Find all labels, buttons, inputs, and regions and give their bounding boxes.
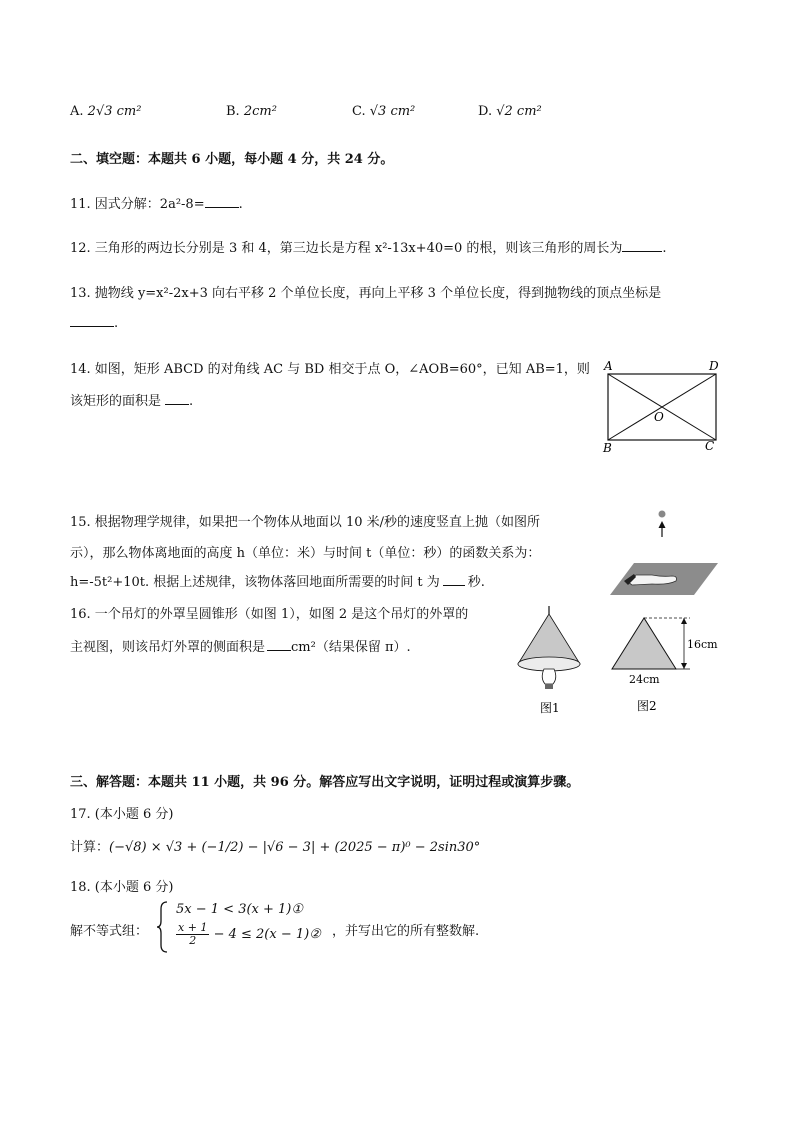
label-a: A (604, 359, 613, 373)
q18-prefix: 解不等式组： (70, 924, 149, 939)
q11-text: 11. 因式分解：2a²-8= (70, 197, 205, 212)
q15-line2: 示），那么物体离地面的高度 h（单位：米）与时间 t（单位：秒）的函数关系为： (70, 546, 541, 561)
q15-line3 (70, 571, 485, 590)
fraction-numerator: x + 1 (178, 921, 208, 934)
base-label: 24cm (629, 673, 660, 686)
option-letter: C. (352, 104, 366, 119)
label-b: B (603, 441, 612, 455)
q16-line2-text: 主视图，则该吊灯外罩的侧面积是 (70, 640, 266, 655)
q14-end: . (189, 394, 194, 409)
q13-end: . (114, 316, 119, 331)
q18-ineq1: 5x − 1 < 3(x + 1)① (176, 902, 304, 917)
q14-line2-text: 该矩形的面积是 (70, 394, 162, 409)
option-text: 2√3 cm² (87, 104, 142, 119)
fig2-label: 图2 (637, 699, 657, 713)
q16-line2 (70, 636, 411, 655)
lamp-figure-1 (510, 604, 594, 719)
q11 (70, 193, 243, 212)
answer-blank[interactable] (622, 239, 662, 252)
q10-option-a (70, 104, 141, 119)
arrow-head (659, 521, 666, 528)
ball-icon (659, 511, 666, 518)
answer-blank[interactable] (70, 314, 114, 327)
option-letter: D. (478, 104, 493, 119)
section2-heading: 二、填空题：本题共 6 小题，每小题 4 分，共 24 分。 (70, 152, 394, 167)
answer-blank[interactable] (165, 392, 189, 405)
lamp-shade (518, 614, 580, 664)
option-text: 2cm² (243, 104, 277, 119)
q18-fraction (176, 922, 209, 947)
q11-end: . (238, 197, 243, 212)
fraction-denominator: 2 (189, 934, 197, 947)
q10-option-d (478, 104, 542, 119)
section3-heading: 三、解答题：本题共 11 小题，共 96 分。解答应写出文字说明，证明过程或演算步骤。 (70, 775, 580, 790)
q18-suffix: ，并写出它的所有整数解. (332, 924, 480, 939)
label-o: O (654, 410, 664, 424)
bulb-base (545, 684, 553, 689)
q15-end: 秒. (467, 575, 485, 590)
option-text: √3 cm² (369, 104, 416, 119)
q12-text: 12. 三角形的两边长分别是 3 和 4，第三边长是方程 x²-13x+40=0 的根，则该三角形的周长为 (70, 241, 623, 256)
q18-ineq2-rest: − 4 ≤ 2(x − 1)② (213, 927, 321, 942)
answer-blank[interactable] (267, 638, 291, 651)
q14-line1: 14. 如图，矩形 ABCD 的对角线 AC 与 BD 相交于点 O，∠AOB=60°，已知 AB=1，则 (70, 362, 590, 377)
fig1-label: 图1 (540, 701, 560, 715)
q17-title: 17. (本小题 6 分) (70, 807, 174, 822)
label-d: D (709, 359, 719, 373)
q14-line2 (70, 390, 193, 409)
height-arrow-top (681, 618, 687, 624)
system-brace (156, 900, 170, 954)
q12-end: . (662, 241, 667, 256)
bulb-icon (542, 669, 556, 684)
q17-expr: (−√8) × √3 + (−1/2) − |√6 − 3| + (2025 − π)⁰ − 2sin30° (109, 840, 481, 855)
q17-prefix: 计算： (70, 840, 110, 855)
q13-line1: 13. 抛物线 y=x²-2x+3 向右平移 2 个单位长度，再向上平移 3 个单位长度，得到抛物线的顶点坐标是 (70, 286, 662, 301)
q18-title: 18. (本小题 6 分) (70, 880, 174, 895)
q13-line2 (70, 314, 118, 331)
q10-option-b (226, 104, 277, 119)
q15-line1: 15. 根据物理学规律，如果把一个物体从地面以 10 米/秒的速度竖直上抛（如图所 (70, 515, 540, 530)
q16-line1: 16. 一个吊灯的外罩呈圆锥形（如图 1），如图 2 是这个吊灯的外罩的 (70, 607, 469, 622)
q18-ineq2 (176, 922, 321, 947)
throw-figure (606, 505, 722, 601)
front-view-triangle (612, 618, 676, 669)
rectangle-figure (598, 356, 728, 456)
label-c: C (705, 439, 715, 453)
height-arrow-bottom (681, 663, 687, 669)
q16-end: cm²（结果保留 π）. (291, 640, 411, 655)
option-letter: B. (226, 104, 240, 119)
option-text: √2 cm² (496, 104, 542, 119)
q15-line3-text: h=-5t²+10t. 根据上述规律，该物体落回地面所需要的时间 t 为 (70, 575, 440, 590)
q10-option-c (352, 104, 415, 119)
answer-blank[interactable] (443, 573, 465, 586)
q12 (70, 237, 667, 256)
lamp-figure-2 (606, 610, 730, 720)
answer-blank[interactable] (205, 195, 239, 208)
q17-expression (70, 836, 480, 855)
option-letter: A. (70, 104, 84, 119)
height-label: 16cm (687, 638, 718, 651)
